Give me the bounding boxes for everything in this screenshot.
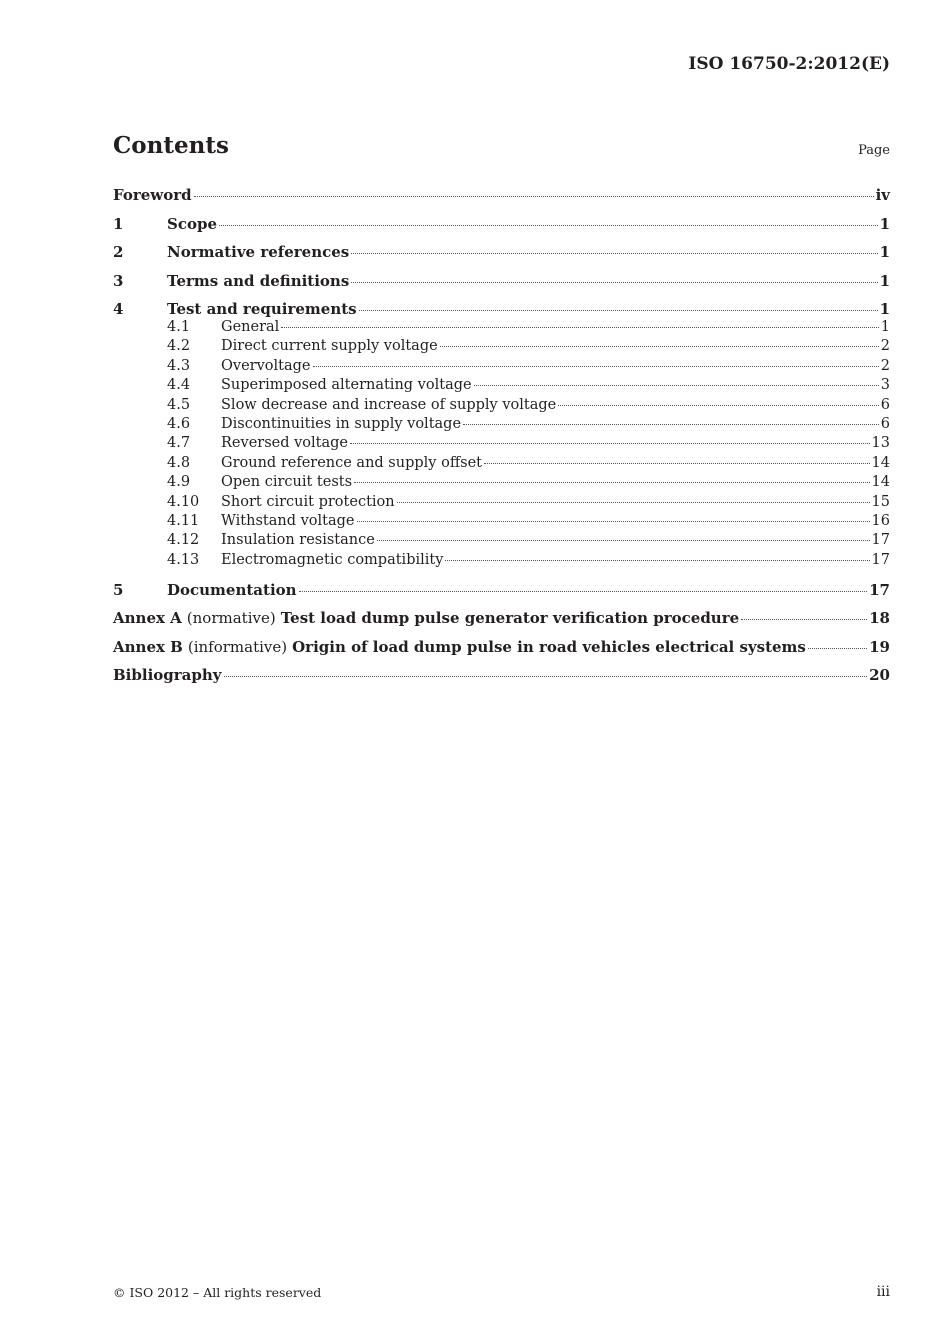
toc-entry-number: 4.5 [167, 396, 191, 413]
toc-entry-title: Test and requirements [167, 300, 357, 318]
dot-leader [377, 540, 870, 541]
dot-leader [194, 196, 874, 197]
toc-entry[interactable] [113, 579, 890, 608]
toc-entry-number: 4.2 [167, 338, 191, 355]
toc-entry-page: iv [875, 186, 890, 204]
toc-entry[interactable] [113, 298, 890, 318]
toc-entry-title: Documentation [167, 580, 297, 599]
dot-leader [350, 443, 870, 444]
toc-entry-number: 4.11 [167, 512, 200, 529]
toc-entry-page: 17 [869, 580, 890, 599]
toc-entry-number: 2 [113, 243, 124, 261]
toc-entry[interactable] [113, 434, 890, 453]
toc-entry-page: 3 [880, 377, 890, 394]
dot-leader [219, 225, 878, 226]
toc-entry-number: 4.10 [167, 493, 200, 510]
toc-entry-page: 6 [880, 396, 890, 413]
toc-entry-title: Superimposed alternating voltage [221, 377, 472, 394]
toc-entry-page: 18 [869, 609, 890, 628]
toc-entry-title: Short circuit protection [221, 493, 395, 510]
toc-entry[interactable] [113, 512, 890, 531]
toc-entry[interactable] [113, 396, 890, 415]
toc-entry-page: 19 [869, 637, 890, 656]
dot-leader [351, 253, 877, 254]
toc-entry[interactable] [113, 607, 890, 636]
dot-leader [808, 648, 867, 649]
toc-entry[interactable] [113, 270, 890, 299]
toc-entry-page: 14 [871, 474, 890, 491]
toc-entry-title: Terms and definitions [167, 271, 350, 290]
toc-entry-title: Origin of load dump pulse in road vehicles electrical systems [292, 637, 806, 656]
dot-leader [445, 560, 869, 561]
toc-entry[interactable] [113, 551, 890, 579]
toc-entry-title: Ground reference and supply offset [221, 454, 482, 471]
toc-entry-number: 4.7 [167, 435, 191, 452]
toc-entry-page: 17 [871, 551, 890, 568]
toc-entry-page: 20 [869, 666, 890, 685]
toc-entry-page: 1 [879, 271, 890, 290]
toc-entry[interactable] [113, 213, 890, 242]
dot-leader [474, 385, 879, 386]
toc-entry-page: 1 [880, 319, 890, 335]
annex-type: (informative) [187, 637, 288, 656]
toc-entry-page: 6 [880, 415, 890, 432]
toc-entry-title: Insulation resistance [221, 532, 375, 549]
toc-entry-number: 4.13 [167, 551, 200, 568]
annex-type: (normative) [186, 609, 276, 628]
toc-entry-page: 16 [871, 512, 890, 529]
document-code: ISO 16750-2:2012(E) [688, 54, 890, 74]
toc-entry-number: 4.1 [167, 319, 191, 335]
toc-entry[interactable] [113, 241, 890, 270]
toc-entry-number: 5 [113, 580, 124, 599]
toc-entry[interactable] [113, 493, 890, 512]
toc-entry[interactable] [113, 337, 890, 356]
contents-title: Contents [113, 132, 229, 159]
toc-entry-number: 4 [113, 300, 124, 318]
toc-entry-title: Scope [167, 214, 218, 233]
toc-entry-title: Open circuit tests [221, 474, 353, 491]
dot-leader [313, 366, 879, 367]
toc-entry[interactable] [113, 184, 890, 213]
toc-entry-title: Overvoltage [221, 357, 311, 374]
toc-entry-title: Test load dump pulse generator verification procedure [280, 609, 740, 628]
toc-entry-title: Direct current supply voltage [221, 338, 438, 355]
toc-entry-title: General [221, 319, 280, 335]
toc-entry[interactable] [113, 415, 890, 434]
toc-entry[interactable] [113, 318, 890, 337]
toc-entry[interactable] [113, 664, 890, 693]
toc-entry-page: 1 [879, 300, 890, 318]
toc-entry-title: Discontinuities in supply voltage [221, 415, 462, 432]
page-column-label: Page [858, 143, 890, 158]
toc-entry-number: 4.9 [167, 474, 191, 491]
dot-leader [281, 327, 878, 328]
toc-entry-page: 14 [871, 454, 890, 471]
toc-entry-title: Withstand voltage [221, 512, 355, 529]
toc-entry-title: Bibliography [113, 666, 222, 685]
toc-entry-page: 1 [879, 243, 890, 261]
toc-entry-number: 1 [113, 214, 124, 233]
toc-entry[interactable] [113, 636, 890, 665]
footer-page-number: iii [876, 1284, 890, 1300]
toc-entry[interactable] [113, 454, 890, 473]
toc-entry-number: 4.3 [167, 357, 191, 374]
toc-entry[interactable] [113, 376, 890, 395]
dot-leader [397, 502, 870, 503]
dot-leader [558, 405, 879, 406]
toc-entry-number: 4.8 [167, 454, 191, 471]
toc-entry-number: 3 [113, 271, 124, 290]
toc-entry-page: 1 [879, 214, 890, 233]
toc-entry-title: Foreword [113, 186, 192, 204]
dot-leader [224, 676, 868, 677]
dot-leader [741, 619, 867, 620]
toc-entry[interactable] [113, 473, 890, 492]
toc-entry-page: 15 [871, 493, 890, 510]
annex-label: Annex B [113, 637, 183, 656]
dot-leader [357, 521, 870, 522]
dot-leader [359, 310, 878, 311]
toc-entry-page: 2 [880, 338, 890, 355]
toc-entry-number: 4.4 [167, 377, 191, 394]
toc-entry-title: Normative references [167, 243, 350, 261]
toc-entry-number: 4.6 [167, 415, 191, 432]
toc-entry-page: 2 [880, 357, 890, 374]
toc-entry[interactable] [113, 531, 890, 550]
toc-entry[interactable] [113, 357, 890, 376]
annex-label: Annex A [113, 609, 182, 628]
dot-leader [484, 463, 870, 464]
dot-leader [440, 346, 879, 347]
toc-entry-number: 4.12 [167, 532, 200, 549]
toc-entry-page: 13 [871, 435, 890, 452]
dot-leader [354, 482, 870, 483]
dot-leader [351, 282, 877, 283]
toc-entry-title: Reversed voltage [221, 435, 349, 452]
dot-leader [463, 424, 879, 425]
toc-entry-page: 17 [871, 532, 890, 549]
table-of-contents [113, 184, 890, 693]
dot-leader [299, 591, 868, 592]
footer-copyright: © ISO 2012 – All rights reserved [113, 1285, 322, 1300]
toc-entry-title: Electromagnetic compatibility [221, 551, 444, 568]
toc-entry-title: Slow decrease and increase of supply voltage [221, 396, 557, 413]
